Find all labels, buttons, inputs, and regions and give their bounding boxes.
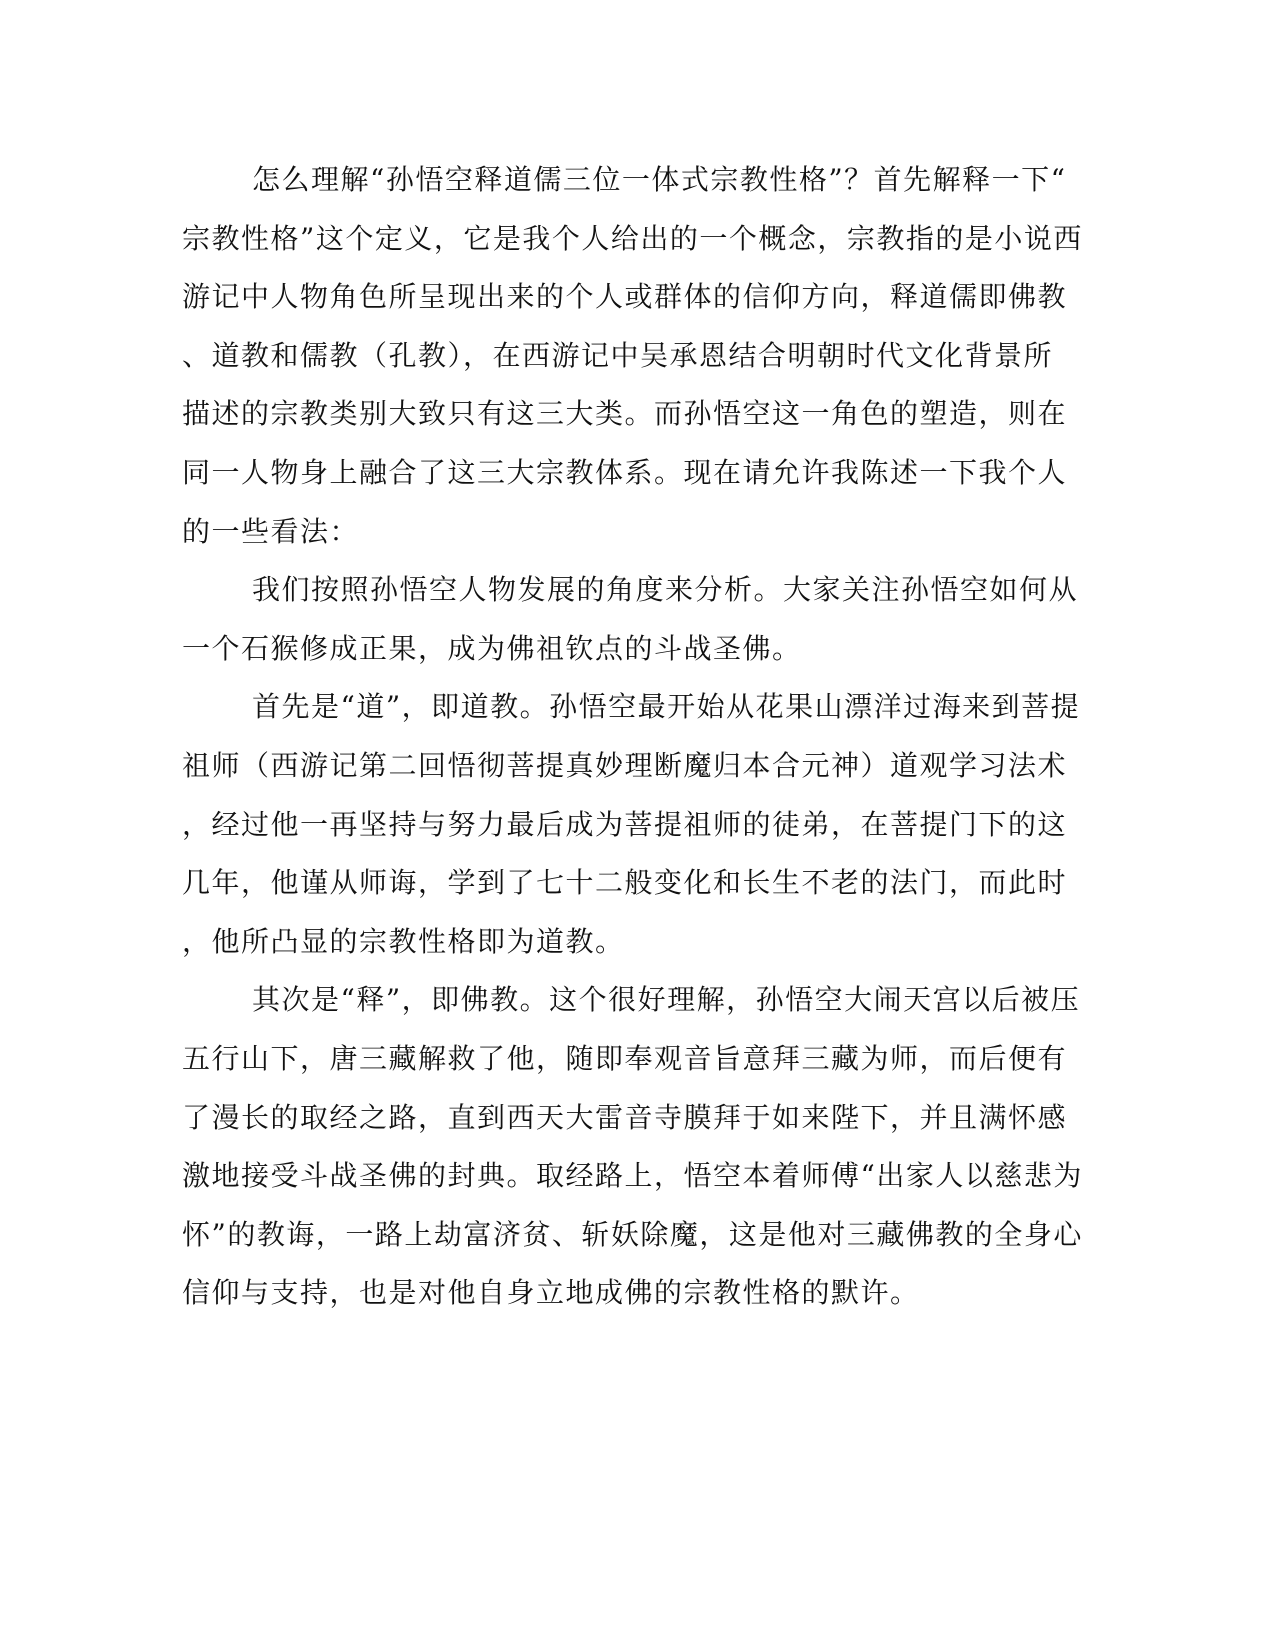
paragraph-line: 怀”的教诲，一路上劫富济贫、斩妖除魔，这是他对三藏佛教的全身心 [182,1217,1083,1251]
paragraph-2 [182,561,1079,678]
paragraph-4 [182,971,1083,1323]
paragraph-3 [182,678,1081,971]
document-body [182,151,1083,1323]
paragraph-line: 祖师（西游记第二回悟彻菩提真妙理断魔归本合元神）道观学习法术 [182,748,1068,782]
paragraph-line: 描述的宗教类别大致只有这三大类。而孙悟空这一角色的塑造，则在 [182,397,1068,431]
paragraph-line: 激地接受斗战圣佛的封典。取经路上，悟空本着师傅“出家人以慈悲为 [182,1159,1083,1193]
paragraph-line: 同一人物身上融合了这三大宗教体系。现在请允许我陈述一下我个人 [182,455,1068,489]
paragraph-line: 怎么理解“孙悟空释道儒三位一体式宗教性格”？首先解释一下“ [252,163,1067,196]
paragraph-line: 一个石猴修成正果，成为佛祖钦点的斗战圣佛。 [182,631,802,665]
paragraph-line: 几年，他谨从师诲，学到了七十二般变化和长生不老的法门，而此时 [182,866,1068,900]
paragraph-line: 首先是“道”，即道教。孙悟空最开始从花果山漂洋过海来到菩提 [252,690,1081,724]
paragraph-line: 五行山下，唐三藏解救了他，随即奉观音旨意拜三藏为师，而后便有 [182,1041,1068,1075]
paragraph-line: 游记中人物角色所呈现出来的个人或群体的信仰方向，释道儒即佛教 [182,280,1068,314]
paragraph-line: ，经过他一再坚持与努力最后成为菩提祖师的徒弟，在菩提门下的这 [182,807,1068,841]
paragraph-line: 其次是“释”，即佛教。这个很好理解，孙悟空大闹天宫以后被压 [252,983,1081,1017]
paragraph-line: 我们按照孙悟空人物发展的角度来分析。大家关注孙悟空如何从 [252,573,1079,607]
paragraph-line: 、道教和儒教（孔教），在西游记中吴承恩结合明朝时代文化背景所 [182,338,1054,372]
paragraph-1 [182,151,1083,561]
paragraph-line: 信仰与支持，也是对他自身立地成佛的宗教性格的默许。 [182,1276,920,1310]
paragraph-line: ，他所凸显的宗教性格即为道教。 [182,924,625,958]
paragraph-line: 宗教性格”这个定义，它是我个人给出的一个概念，宗教指的是小说西 [182,221,1083,255]
paragraph-line: 了漫长的取经之路，直到西天大雷音寺膜拜于如来陛下，并且满怀感 [182,1100,1068,1134]
paragraph-line: 的一些看法： [182,514,360,548]
